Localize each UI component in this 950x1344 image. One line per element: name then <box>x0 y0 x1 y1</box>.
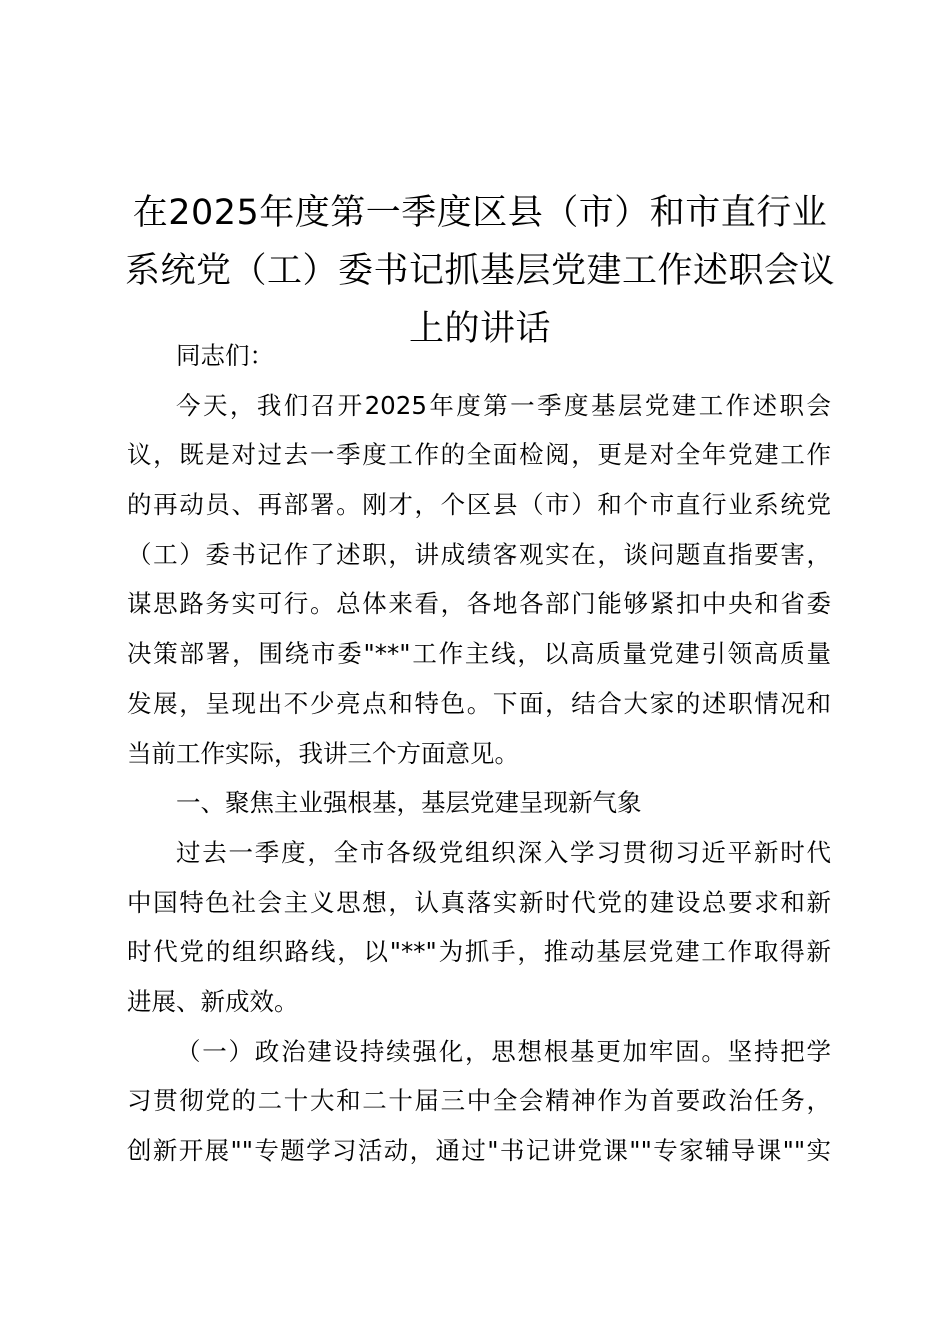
paragraph-line: 的再动员、再部署。刚才，个区县（市）和个市直行业系统党 <box>127 490 831 520</box>
paragraph-line: 今天，我们召开2025年度第一季度基层党建工作述职会 <box>176 390 831 420</box>
paragraph-line: 议，既是对过去一季度工作的全面检阅，更是对全年党建工作 <box>127 440 831 470</box>
title-line: 上的讲话 <box>408 309 551 349</box>
paragraph-line: 习贯彻党的二十大和二十届三中全会精神作为首要政治任务， <box>127 1086 831 1116</box>
paragraph-line: 发展，呈现出不少亮点和特色。下面，结合大家的述职情况和 <box>127 688 831 718</box>
paragraph-line: 谋思路务实可行。总体来看，各地各部门能够紧扣中央和省委 <box>127 589 831 619</box>
paragraph-line: 当前工作实际，我讲三个方面意见。 <box>127 738 519 768</box>
document-body <box>127 331 831 1176</box>
paragraph-line: 过去一季度，全市各级党组织深入学习贯彻习近平新时代 <box>176 837 831 867</box>
paragraph-line: 进展、新成效。 <box>127 986 299 1016</box>
paragraph-line: 时代党的组织路线，以"**"为抓手，推动基层党建工作取得新 <box>127 937 831 967</box>
salutation: 同志们： <box>176 341 274 370</box>
section-heading <box>127 778 831 828</box>
title-line: 系统党（工）委书记抓基层党建工作述职会议 <box>124 251 835 291</box>
paragraph-line: 创新开展""专题学习活动，通过"书记讲党课""专家辅导课""实 <box>127 1136 831 1165</box>
title-line: 在2025年度第一季度区县（市）和市直行业 <box>132 193 828 233</box>
paragraph-political-building <box>127 1027 831 1176</box>
paragraph-line: 中国特色社会主义思想，认真落实新时代党的建设总要求和新 <box>127 887 831 917</box>
paragraph-opening <box>127 381 831 779</box>
paragraph-section-one <box>127 828 831 1027</box>
section-heading-text: 一、聚焦主业强根基，基层党建呈现新气象 <box>176 788 642 818</box>
paragraph-line: 决策部署，围绕市委"**"工作主线，以高质量党建引领高质量 <box>127 639 831 669</box>
paragraph-line: （工）委书记作了述职，讲成绩客观实在，谈问题直指要害， <box>127 539 831 569</box>
paragraph-line: （一）政治建设持续强化，思想根基更加牢固。坚持把学 <box>176 1036 831 1066</box>
